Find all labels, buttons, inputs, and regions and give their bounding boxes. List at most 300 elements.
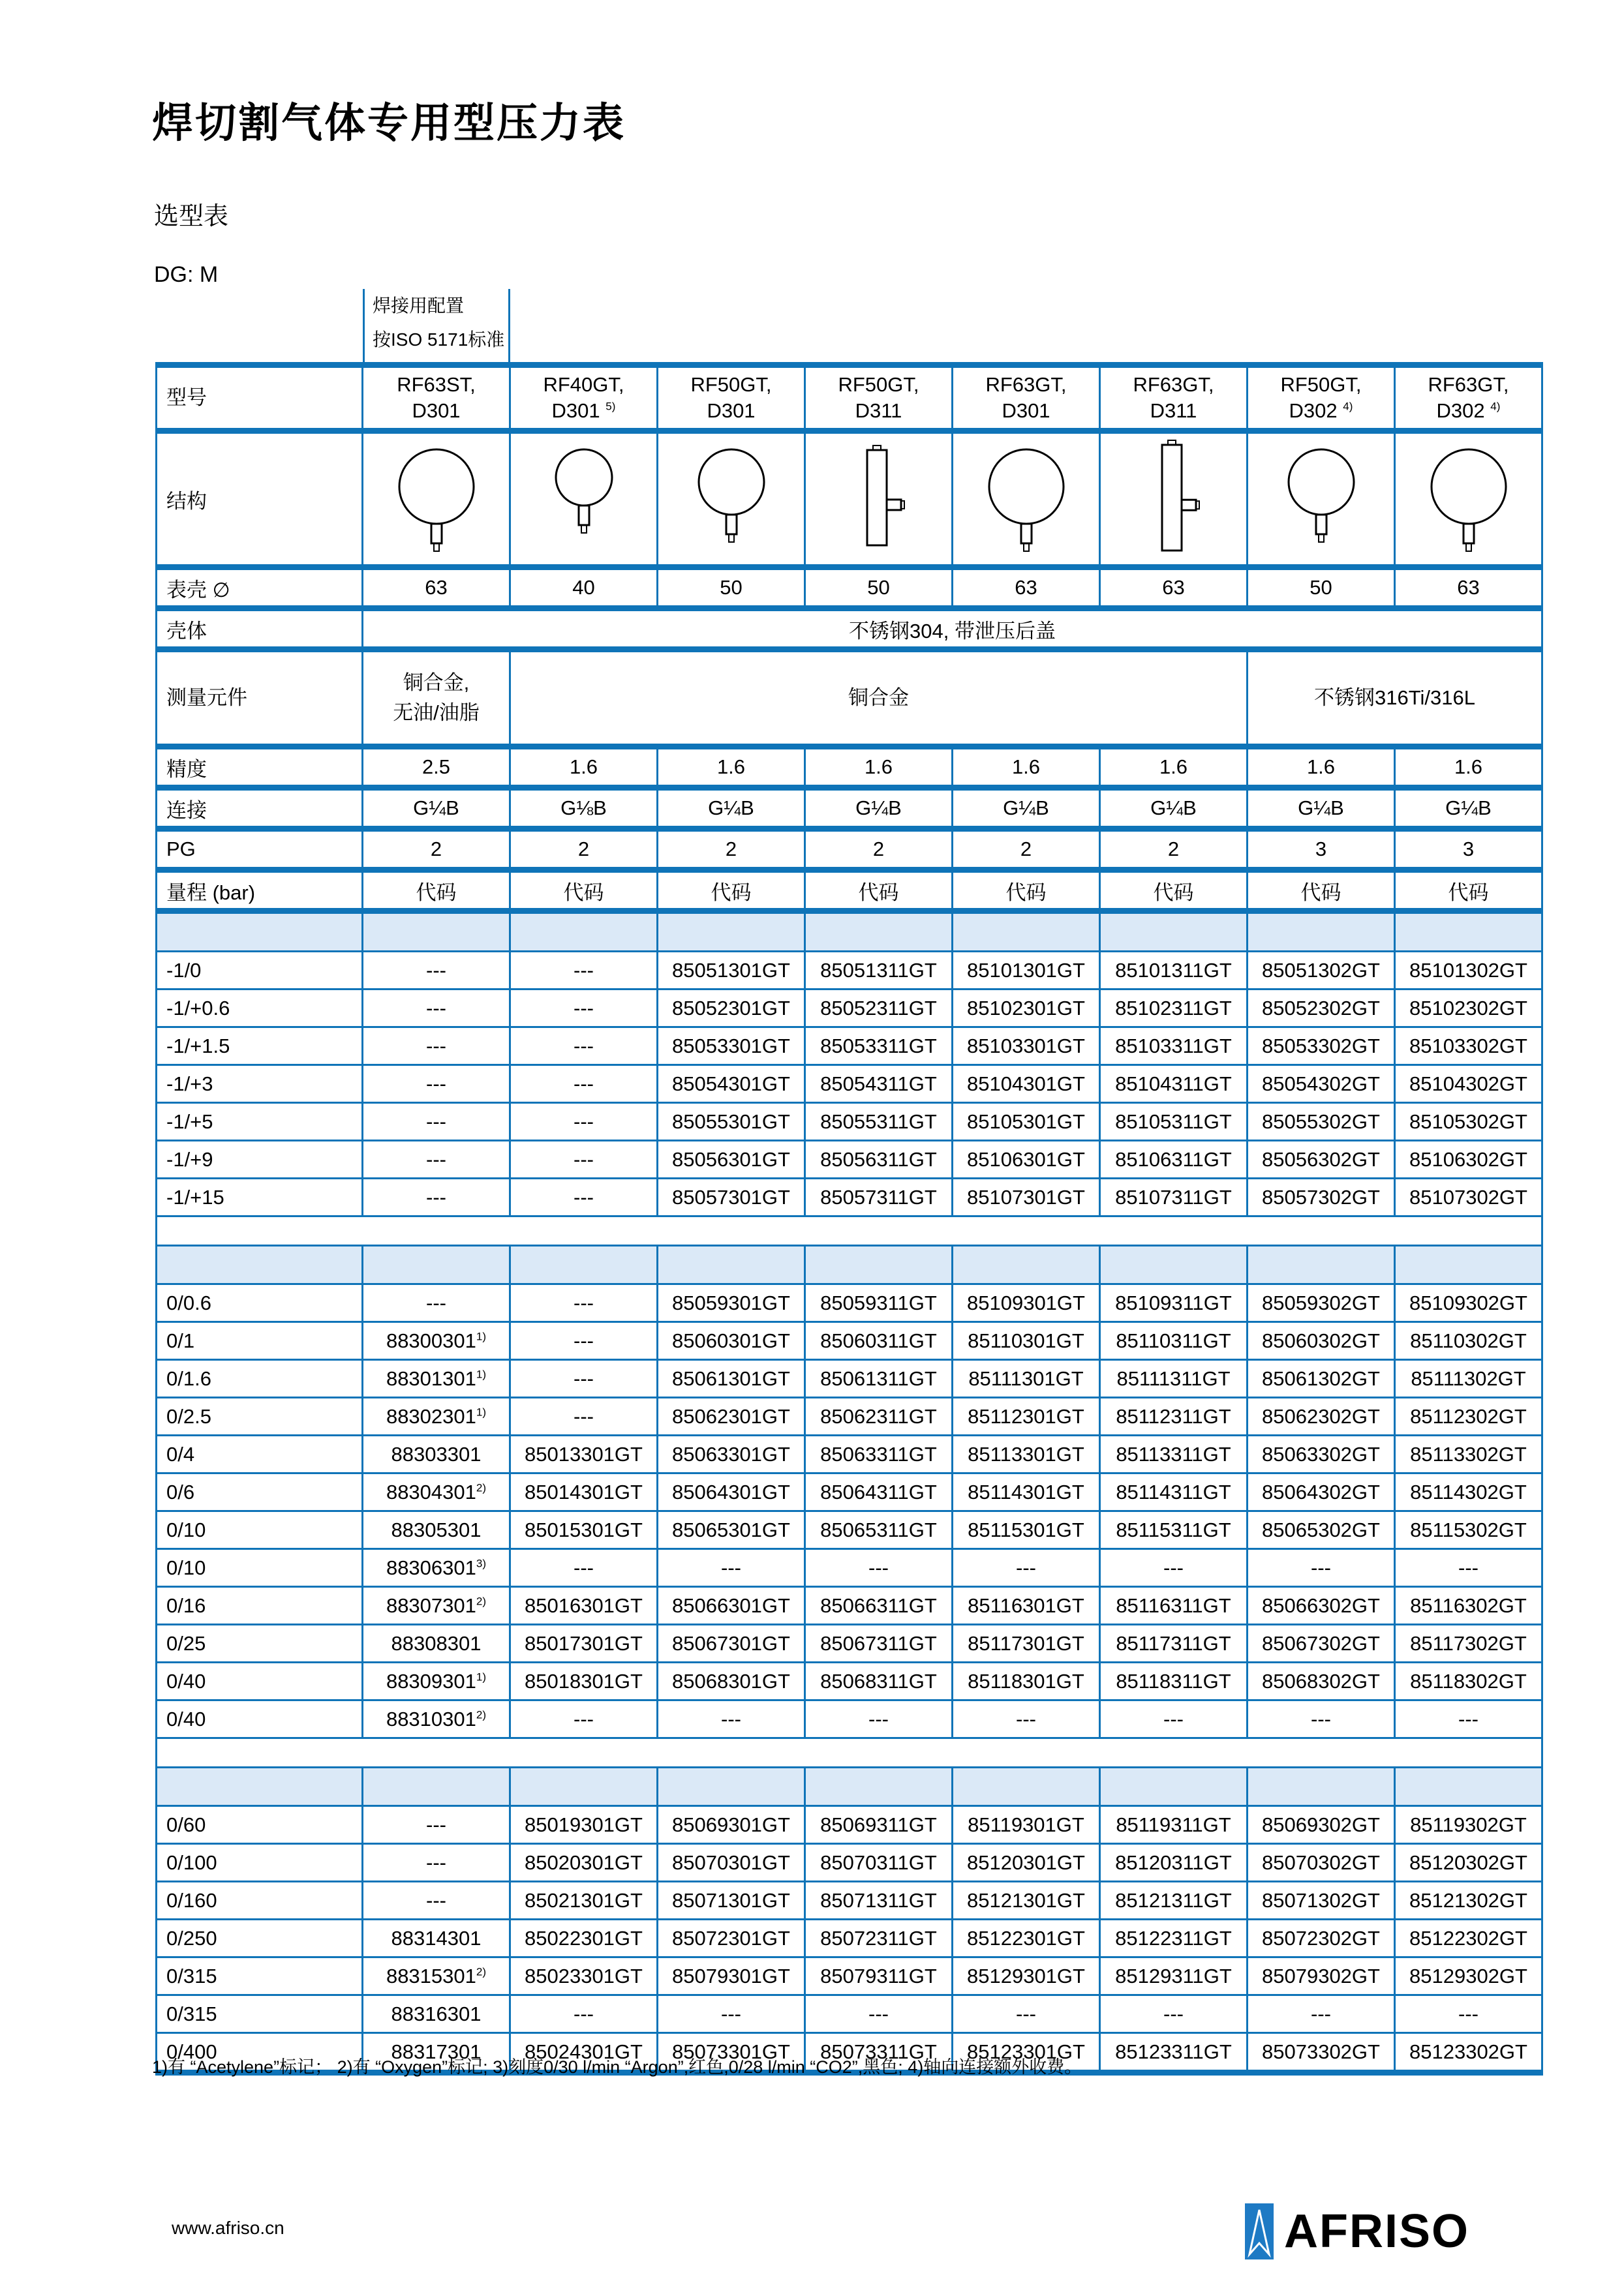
model-cell: RF50GT, D311 xyxy=(805,365,953,431)
gauge-front-icon xyxy=(538,434,630,564)
spec-label: 壳体 xyxy=(157,609,363,650)
code-cell: 85079311GT xyxy=(805,1957,953,1995)
separator-cell xyxy=(1248,1246,1395,1284)
separator-cell xyxy=(363,1246,510,1284)
separator-cell xyxy=(805,1246,953,1284)
code-cell: --- xyxy=(510,1700,658,1738)
spec-value-cell: G¼B xyxy=(1100,788,1248,829)
code-cell: 85061311GT xyxy=(805,1360,953,1398)
code-cell: 85055311GT xyxy=(805,1103,953,1141)
spec-value-cell: 3 xyxy=(1395,829,1542,870)
spec-value-cell: 代码 xyxy=(510,870,658,911)
code-cell: 85101302GT xyxy=(1395,952,1542,989)
spec-value-cell: 63 xyxy=(363,567,510,609)
code-cell: --- xyxy=(953,1700,1100,1738)
code-cell: 85101311GT xyxy=(1100,952,1248,989)
code-cell: 88316301 xyxy=(363,1995,510,2033)
config-note-line1: 焊接用配置 xyxy=(373,295,465,316)
spec-group-cell: 不锈钢316Ti/316L xyxy=(1248,650,1542,747)
code-cell: 85068302GT xyxy=(1248,1663,1395,1700)
spec-value-cell: 1.6 xyxy=(1100,747,1248,788)
code-cell: 85114301GT xyxy=(953,1473,1100,1511)
code-cell: 85123302GT xyxy=(1395,2033,1542,2073)
code-cell: --- xyxy=(363,1065,510,1103)
code-cell: --- xyxy=(1248,1700,1395,1738)
spec-group-cell: 铜合金, 无油/油脂 xyxy=(363,650,510,747)
table-row xyxy=(157,1957,1542,1995)
spec-row xyxy=(157,870,1542,911)
code-cell: 85129302GT xyxy=(1395,1957,1542,1995)
model-cell: RF63GT, D302 $^{4)}$ xyxy=(1395,365,1542,431)
spec-row xyxy=(157,747,1542,788)
code-cell: 85117301GT xyxy=(953,1625,1100,1663)
spacer-cell xyxy=(157,1738,1542,1768)
spec-value-cell: 40 xyxy=(510,567,658,609)
separator-cell xyxy=(953,1768,1100,1806)
model-header-row xyxy=(157,365,1542,431)
table-row xyxy=(157,989,1542,1027)
spec-value-cell: 1.6 xyxy=(805,747,953,788)
code-cell: 85021301GT xyxy=(510,1882,658,1920)
separator-cell xyxy=(1395,1768,1542,1806)
range-cell: 0/16 xyxy=(157,1587,363,1625)
code-cell: 85115301GT xyxy=(953,1511,1100,1549)
code-cell: 85113311GT xyxy=(1100,1436,1248,1473)
code-cell: 85103302GT xyxy=(1395,1027,1542,1065)
separator-cell xyxy=(1395,1246,1542,1284)
code-cell: 85109311GT xyxy=(1100,1284,1248,1322)
code-cell: 88308301 xyxy=(363,1625,510,1663)
table-row xyxy=(157,1473,1542,1511)
spec-value-cell: 2 xyxy=(805,829,953,870)
code-cell: 85055302GT xyxy=(1248,1103,1395,1141)
spec-value-cell: G¼B xyxy=(363,788,510,829)
code-cell: 85118302GT xyxy=(1395,1663,1542,1700)
table-row xyxy=(157,1027,1542,1065)
separator-cell xyxy=(1395,911,1542,952)
spec-value-cell: 代码 xyxy=(1100,870,1248,911)
dg-label: DG: M xyxy=(154,262,219,287)
code-cell: 85068301GT xyxy=(658,1663,805,1700)
code-cell: 85070301GT xyxy=(658,1844,805,1882)
code-cell: 85063311GT xyxy=(805,1436,953,1473)
table-row xyxy=(157,1179,1542,1216)
afriso-arrow-icon xyxy=(1245,2203,1274,2259)
spacer-row xyxy=(157,1738,1542,1768)
gauge-side-icon xyxy=(1128,434,1219,564)
code-cell: 85064302GT xyxy=(1248,1473,1395,1511)
spec-value-cell: G¼B xyxy=(1395,788,1542,829)
code-cell: 85119302GT xyxy=(1395,1806,1542,1844)
code-cell: 88301301$^{1)}$ xyxy=(363,1360,510,1398)
code-cell: --- xyxy=(658,1549,805,1587)
code-cell: 85064301GT xyxy=(658,1473,805,1511)
code-cell: 85066311GT xyxy=(805,1587,953,1625)
code-cell: 85105301GT xyxy=(953,1103,1100,1141)
table-row xyxy=(157,1103,1542,1141)
code-cell: 85079301GT xyxy=(658,1957,805,1995)
code-cell: 88310301$^{2)}$ xyxy=(363,1700,510,1738)
afriso-wordmark: AFRISO xyxy=(1284,2205,1470,2258)
code-cell: --- xyxy=(363,989,510,1027)
code-cell: --- xyxy=(510,1065,658,1103)
code-cell: 85071301GT xyxy=(658,1882,805,1920)
code-cell: 85104311GT xyxy=(1100,1065,1248,1103)
code-cell: 85066301GT xyxy=(658,1587,805,1625)
code-cell: --- xyxy=(1395,1995,1542,2033)
separator-cell xyxy=(953,911,1100,952)
code-cell: --- xyxy=(953,1549,1100,1587)
code-cell: 85106302GT xyxy=(1395,1141,1542,1179)
code-cell: 88307301$^{2)}$ xyxy=(363,1587,510,1625)
code-cell: --- xyxy=(658,1995,805,2033)
code-cell: --- xyxy=(953,1995,1100,2033)
code-cell: 85054311GT xyxy=(805,1065,953,1103)
code-cell: 85070302GT xyxy=(1248,1844,1395,1882)
code-cell: 88314301 xyxy=(363,1920,510,1957)
separator-cell xyxy=(1248,911,1395,952)
code-cell: --- xyxy=(1100,1995,1248,2033)
code-cell: 85056302GT xyxy=(1248,1141,1395,1179)
corner-label: 型号 xyxy=(157,365,363,431)
range-cell: -1/+1.5 xyxy=(157,1027,363,1065)
code-cell: 85116301GT xyxy=(953,1587,1100,1625)
spec-value-cell: 代码 xyxy=(1395,870,1542,911)
code-cell: 85063302GT xyxy=(1248,1436,1395,1473)
spec-row xyxy=(157,829,1542,870)
section-subtitle: 选型表 xyxy=(154,203,229,230)
code-cell: 85103311GT xyxy=(1100,1027,1248,1065)
code-cell: 85105311GT xyxy=(1100,1103,1248,1141)
separator-cell xyxy=(1100,911,1248,952)
code-cell: 85109302GT xyxy=(1395,1284,1542,1322)
structure-cell xyxy=(658,431,805,567)
code-cell: --- xyxy=(1395,1549,1542,1587)
separator-cell xyxy=(510,1246,658,1284)
code-cell: 85114311GT xyxy=(1100,1473,1248,1511)
code-cell: 85114302GT xyxy=(1395,1473,1542,1511)
selection-table xyxy=(155,362,1543,2076)
code-cell: 85062301GT xyxy=(658,1398,805,1436)
separator-cell xyxy=(1248,1768,1395,1806)
code-cell: --- xyxy=(510,1027,658,1065)
code-cell: 85120311GT xyxy=(1100,1844,1248,1882)
code-cell: 85111301GT xyxy=(953,1360,1100,1398)
separator-cell xyxy=(953,1246,1100,1284)
structure-cell xyxy=(510,431,658,567)
code-cell: 85106301GT xyxy=(953,1141,1100,1179)
code-cell: 85117311GT xyxy=(1100,1625,1248,1663)
spec-value-cell: G¼B xyxy=(953,788,1100,829)
code-cell: 85072302GT xyxy=(1248,1920,1395,1957)
code-cell: --- xyxy=(510,1360,658,1398)
code-cell: 85121302GT xyxy=(1395,1882,1542,1920)
code-cell: 85102311GT xyxy=(1100,989,1248,1027)
code-cell: 85129301GT xyxy=(953,1957,1100,1995)
spec-value-cell: 63 xyxy=(1100,567,1248,609)
code-cell: 85102302GT xyxy=(1395,989,1542,1027)
code-cell: 85051302GT xyxy=(1248,952,1395,989)
code-cell: 85060311GT xyxy=(805,1322,953,1360)
code-cell: 85112311GT xyxy=(1100,1398,1248,1436)
code-cell: 85052301GT xyxy=(658,989,805,1027)
table-row xyxy=(157,1844,1542,1882)
range-cell: -1/+5 xyxy=(157,1103,363,1141)
code-cell: 85067301GT xyxy=(658,1625,805,1663)
code-cell: 85057301GT xyxy=(658,1179,805,1216)
spacer-row xyxy=(157,1216,1542,1246)
code-cell: 85123311GT xyxy=(1100,2033,1248,2073)
spec-value-cell: 2 xyxy=(363,829,510,870)
range-cell: 0/1.6 xyxy=(157,1360,363,1398)
code-cell: 85059301GT xyxy=(658,1284,805,1322)
spec-group-cell: 铜合金 xyxy=(510,650,1248,747)
code-cell: 85072311GT xyxy=(805,1920,953,1957)
model-cell: RF50GT, D302 $^{4)}$ xyxy=(1248,365,1395,431)
range-cell: 0/100 xyxy=(157,1844,363,1882)
code-cell: --- xyxy=(510,1549,658,1587)
code-cell: 85023301GT xyxy=(510,1957,658,1995)
table-row xyxy=(157,1436,1542,1473)
spec-row xyxy=(157,567,1542,609)
table-row xyxy=(157,952,1542,989)
spec-value-cell: 2 xyxy=(658,829,805,870)
spec-value-cell: 50 xyxy=(805,567,953,609)
range-cell: 0/25 xyxy=(157,1625,363,1663)
structure-cell xyxy=(363,431,510,567)
code-cell: 85117302GT xyxy=(1395,1625,1542,1663)
code-cell: --- xyxy=(510,1141,658,1179)
code-cell: 85123301GT xyxy=(953,2033,1100,2073)
config-note-line2: 按ISO 5171标准 xyxy=(373,329,505,350)
code-cell: 85019301GT xyxy=(510,1806,658,1844)
table-row xyxy=(157,1322,1542,1360)
spec-label: 表壳 ∅ xyxy=(157,567,363,609)
code-cell: 85052311GT xyxy=(805,989,953,1027)
gauge-front-icon xyxy=(981,434,1072,564)
code-cell: 85015301GT xyxy=(510,1511,658,1549)
spec-value-cell: 1.6 xyxy=(510,747,658,788)
code-cell: 85118311GT xyxy=(1100,1663,1248,1700)
code-cell: --- xyxy=(510,1322,658,1360)
page-title: 焊切割气体专用型压力表 xyxy=(152,100,626,146)
spec-value-cell: 1.6 xyxy=(953,747,1100,788)
separator-row xyxy=(157,911,1542,952)
code-cell: 85055301GT xyxy=(658,1103,805,1141)
spec-row xyxy=(157,650,1542,747)
code-cell: 85104301GT xyxy=(953,1065,1100,1103)
code-cell: --- xyxy=(363,1027,510,1065)
code-cell: 85073301GT xyxy=(658,2033,805,2073)
code-cell: 85118301GT xyxy=(953,1663,1100,1700)
code-cell: --- xyxy=(363,1844,510,1882)
code-cell: 85057302GT xyxy=(1248,1179,1395,1216)
code-cell: 85056311GT xyxy=(805,1141,953,1179)
code-cell: --- xyxy=(510,1284,658,1322)
separator-cell xyxy=(805,1768,953,1806)
range-cell: -1/+15 xyxy=(157,1179,363,1216)
separator-cell xyxy=(510,1768,658,1806)
code-cell: 85073302GT xyxy=(1248,2033,1395,2073)
code-cell: 85016301GT xyxy=(510,1587,658,1625)
table-row xyxy=(157,1065,1542,1103)
spec-value-cell: G⅛B xyxy=(510,788,658,829)
range-cell: 0/315 xyxy=(157,1957,363,1995)
welding-config-note xyxy=(363,289,510,362)
separator-cell xyxy=(363,1768,510,1806)
range-cell: 0/315 xyxy=(157,1995,363,2033)
code-cell: 85072301GT xyxy=(658,1920,805,1957)
code-cell: 85067302GT xyxy=(1248,1625,1395,1663)
spec-label: 测量元件 xyxy=(157,650,363,747)
code-cell: 85062311GT xyxy=(805,1398,953,1436)
spec-value-cell: 1.6 xyxy=(1395,747,1542,788)
code-cell: 85069301GT xyxy=(658,1806,805,1844)
range-cell: 0/40 xyxy=(157,1663,363,1700)
separator-row xyxy=(157,1768,1542,1806)
separator-cell xyxy=(658,1768,805,1806)
code-cell: --- xyxy=(1248,1549,1395,1587)
range-cell: 0/6 xyxy=(157,1473,363,1511)
code-cell: --- xyxy=(510,952,658,989)
code-cell: 85059311GT xyxy=(805,1284,953,1322)
code-cell: --- xyxy=(1248,1995,1395,2033)
code-cell: 85121311GT xyxy=(1100,1882,1248,1920)
code-cell: 85103301GT xyxy=(953,1027,1100,1065)
code-cell: 85104302GT xyxy=(1395,1065,1542,1103)
code-cell: 85056301GT xyxy=(658,1141,805,1179)
gauge-side-icon xyxy=(833,434,925,564)
code-cell: 85064311GT xyxy=(805,1473,953,1511)
table-row xyxy=(157,1549,1542,1587)
code-cell: --- xyxy=(805,1549,953,1587)
range-cell: -1/+9 xyxy=(157,1141,363,1179)
spec-row xyxy=(157,609,1542,650)
code-cell: 85102301GT xyxy=(953,989,1100,1027)
code-cell: 85013301GT xyxy=(510,1436,658,1473)
code-cell: --- xyxy=(805,1700,953,1738)
spec-value-cell: G¼B xyxy=(1248,788,1395,829)
range-cell: 0/400 xyxy=(157,2033,363,2073)
code-cell: 85119311GT xyxy=(1100,1806,1248,1844)
gauge-front-icon xyxy=(1276,434,1367,564)
code-cell: 85111311GT xyxy=(1100,1360,1248,1398)
spec-label: PG xyxy=(157,829,363,870)
range-cell: -1/+3 xyxy=(157,1065,363,1103)
code-cell: 85018301GT xyxy=(510,1663,658,1700)
code-cell: 85069302GT xyxy=(1248,1806,1395,1844)
code-cell: 88309301$^{1)}$ xyxy=(363,1663,510,1700)
code-cell: 85079302GT xyxy=(1248,1957,1395,1995)
code-cell: 85111302GT xyxy=(1395,1360,1542,1398)
code-cell: 85051311GT xyxy=(805,952,953,989)
code-cell: 85065302GT xyxy=(1248,1511,1395,1549)
range-cell: 0/40 xyxy=(157,1700,363,1738)
spec-row xyxy=(157,788,1542,829)
code-cell: --- xyxy=(510,1398,658,1436)
spec-value-cell: G¼B xyxy=(658,788,805,829)
code-cell: --- xyxy=(510,1179,658,1216)
code-cell: --- xyxy=(510,1995,658,2033)
code-cell: 85071302GT xyxy=(1248,1882,1395,1920)
table-row xyxy=(157,1360,1542,1398)
code-cell: --- xyxy=(658,1700,805,1738)
code-cell: 85119301GT xyxy=(953,1806,1100,1844)
spec-value-cell: 63 xyxy=(1395,567,1542,609)
code-cell: 85054301GT xyxy=(658,1065,805,1103)
code-cell: 85113301GT xyxy=(953,1436,1100,1473)
code-cell: 85060302GT xyxy=(1248,1322,1395,1360)
spec-value-cell: 2 xyxy=(510,829,658,870)
code-cell: 88300301$^{1)}$ xyxy=(363,1322,510,1360)
code-cell: 85070311GT xyxy=(805,1844,953,1882)
code-cell: --- xyxy=(363,1141,510,1179)
range-cell: -1/+0.6 xyxy=(157,989,363,1027)
code-cell: 85053301GT xyxy=(658,1027,805,1065)
separator-cell xyxy=(510,911,658,952)
afriso-logo xyxy=(1245,2203,1469,2259)
spec-value-cell: 3 xyxy=(1248,829,1395,870)
code-cell: --- xyxy=(1100,1700,1248,1738)
model-cell: RF40GT, D301 $^{5)}$ xyxy=(510,365,658,431)
code-cell: --- xyxy=(1395,1700,1542,1738)
code-cell: 85060301GT xyxy=(658,1322,805,1360)
structure-cell xyxy=(1100,431,1248,567)
spec-value-cell: 代码 xyxy=(363,870,510,911)
selection-table-wrapper xyxy=(155,362,1543,2076)
code-cell: --- xyxy=(363,1103,510,1141)
code-cell: 85107311GT xyxy=(1100,1179,1248,1216)
separator-cell xyxy=(658,911,805,952)
code-cell: 85014301GT xyxy=(510,1473,658,1511)
code-cell: 85121301GT xyxy=(953,1882,1100,1920)
model-cell: RF50GT, D301 xyxy=(658,365,805,431)
code-cell: 85115311GT xyxy=(1100,1511,1248,1549)
code-cell: 85065311GT xyxy=(805,1511,953,1549)
table-row xyxy=(157,1882,1542,1920)
gauge-front-icon xyxy=(391,434,482,564)
spec-value-cell: 代码 xyxy=(1248,870,1395,911)
code-cell: 88317301 xyxy=(363,2033,510,2073)
table-row xyxy=(157,1625,1542,1663)
website-link[interactable]: www.afriso.cn xyxy=(172,2218,284,2238)
table-row xyxy=(157,1587,1542,1625)
code-cell: 85051301GT xyxy=(658,952,805,989)
separator-cell xyxy=(363,911,510,952)
code-cell: 85024301GT xyxy=(510,2033,658,2073)
spec-value-cell: 1.6 xyxy=(1248,747,1395,788)
range-cell: 0/160 xyxy=(157,1882,363,1920)
code-cell: 85054302GT xyxy=(1248,1065,1395,1103)
code-cell: --- xyxy=(510,989,658,1027)
code-cell: 85069311GT xyxy=(805,1806,953,1844)
code-cell: 88303301 xyxy=(363,1436,510,1473)
spec-value-cell: 63 xyxy=(953,567,1100,609)
table-row xyxy=(157,1284,1542,1322)
separator-cell xyxy=(1100,1246,1248,1284)
code-cell: --- xyxy=(363,952,510,989)
table-row xyxy=(157,1141,1542,1179)
code-cell: 85113302GT xyxy=(1395,1436,1542,1473)
code-cell: --- xyxy=(1100,1549,1248,1587)
code-cell: 85129311GT xyxy=(1100,1957,1248,1995)
table-row xyxy=(157,1806,1542,1844)
code-cell: --- xyxy=(363,1284,510,1322)
gauge-front-icon xyxy=(1423,434,1514,564)
spacer-cell xyxy=(157,1216,1542,1246)
code-cell: 85067311GT xyxy=(805,1625,953,1663)
structure-cell xyxy=(953,431,1100,567)
